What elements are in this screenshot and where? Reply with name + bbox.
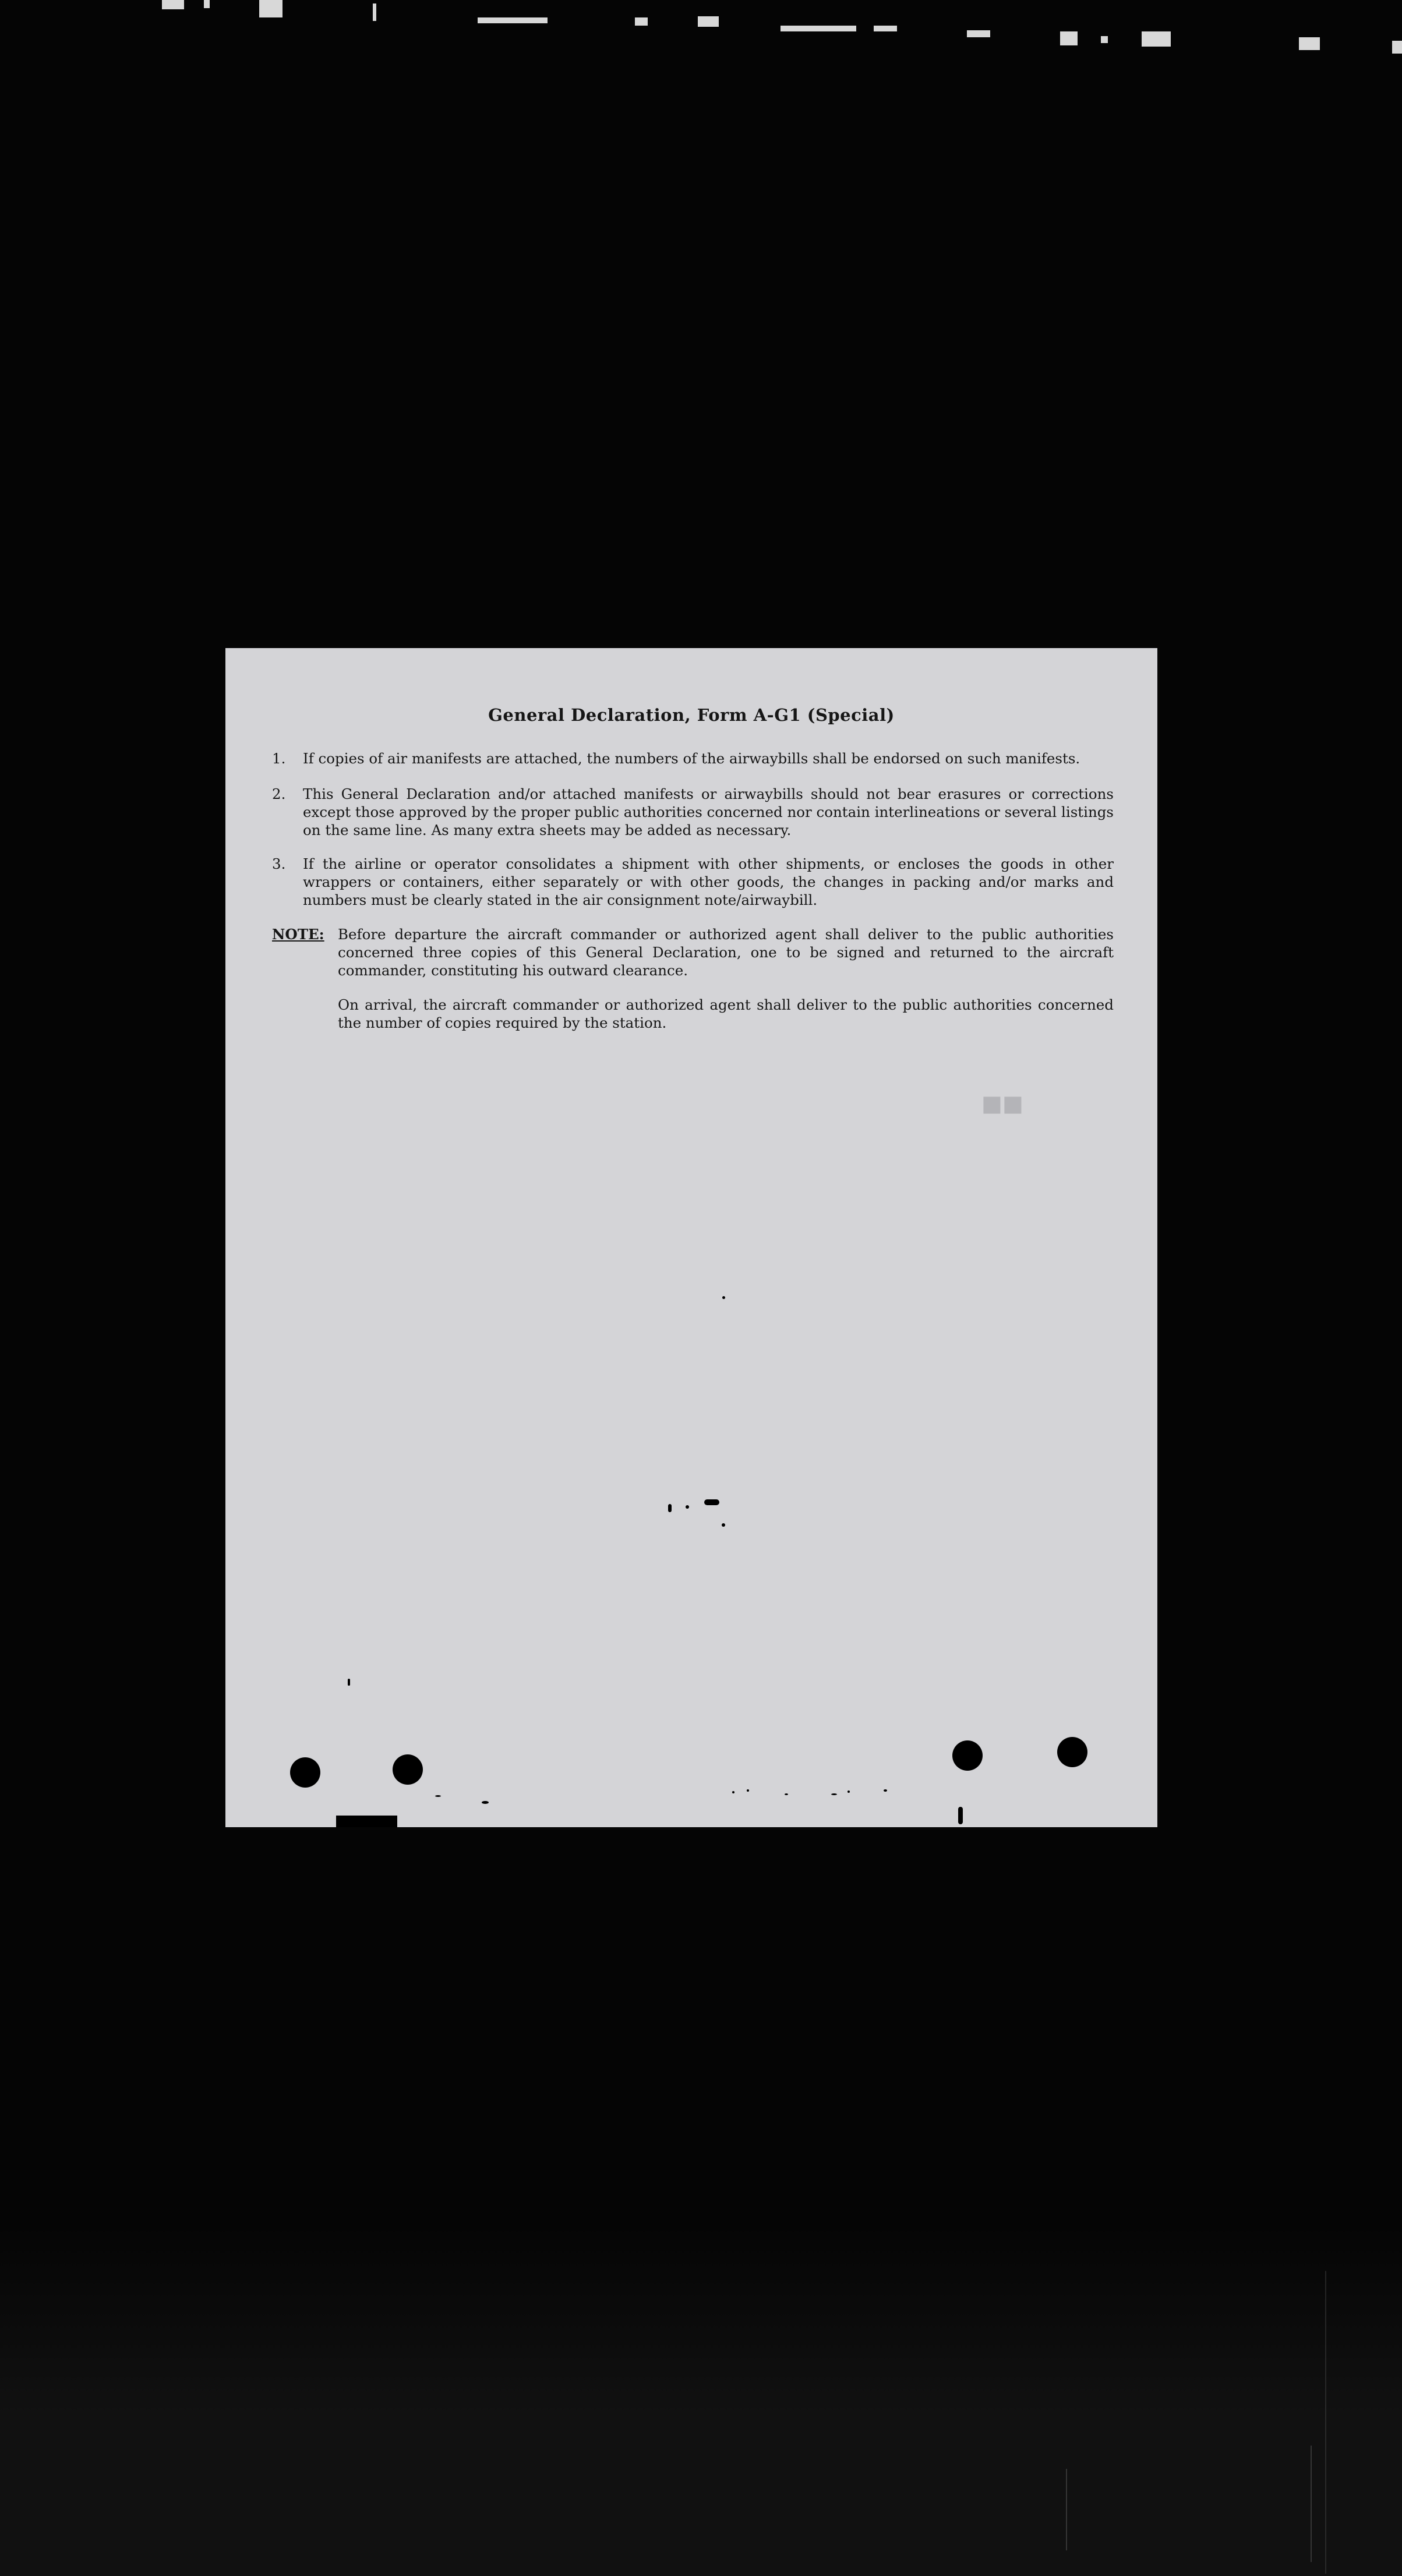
film-edge-mark: [967, 30, 990, 37]
ink-speck: [704, 1499, 719, 1505]
instruction-item-1: [272, 749, 1114, 767]
film-edge-mark: [204, 0, 210, 8]
item-number: 3.: [272, 855, 286, 872]
film-edge-mark: [1392, 41, 1402, 54]
film-edge-mark: [1142, 31, 1171, 47]
scan-streak: [1311, 2446, 1312, 2562]
film-edge-mark: [259, 0, 282, 17]
item-number: 2.: [272, 785, 286, 802]
ink-speck: [686, 1505, 689, 1509]
ink-speck: [435, 1795, 441, 1797]
ink-speck: [668, 1504, 672, 1512]
item-text: If copies of air manifests are attached, the numbers of the airwaybills shall be endorsed on such manifests.: [303, 750, 1080, 767]
film-edge-mark: [478, 17, 548, 23]
instruction-item-3: [272, 855, 1114, 909]
ink-speck: [348, 1679, 350, 1686]
film-edge-mark: [373, 3, 376, 21]
punch-hole: [952, 1740, 983, 1771]
item-number: 1.: [272, 750, 286, 767]
note-paragraph-2: On arrival, the aircraft commander or authorized agent shall deliver to the public authorities concerned the number of copies required by the station.: [338, 996, 1114, 1031]
film-edge-mark: [162, 0, 184, 9]
ink-speck: [722, 1296, 725, 1299]
note-block: [272, 925, 1114, 979]
film-edge-mark: [874, 26, 897, 31]
scan-gradient: [0, 2227, 1402, 2576]
film-edge-mark: [1101, 36, 1108, 43]
document-sheet: [225, 648, 1157, 1827]
item-text: This General Declaration and/or attached manifests or airwaybills should not bear erasures or corrections except those approved by the proper public authorities concerned nor contain interlineations or several listings on the same line. As many extra sheets may be added as necessary.: [303, 785, 1114, 838]
film-edge-mark: [698, 16, 719, 27]
film-edge-mark: [781, 26, 856, 31]
ink-speck: [831, 1793, 837, 1795]
item-text: If the airline or operator consolidates a shipment with other shipments, or encloses the goods in other wrappers or containers, either separately or with other goods, the changes in packing and/or marks and numbers must be clearly stated in the air consignment note/airwaybill.: [303, 855, 1114, 908]
ink-speck: [722, 1523, 725, 1527]
scan-streak: [1066, 2469, 1067, 2550]
note-label: NOTE:: [272, 926, 324, 943]
ink-speck: [958, 1807, 963, 1824]
ink-speck: [785, 1793, 788, 1795]
instruction-item-2: [272, 785, 1114, 839]
document-title: General Declaration, Form A-G1 (Special): [488, 705, 895, 725]
punch-hole: [393, 1754, 423, 1785]
ink-speck: [847, 1791, 850, 1793]
scan-streak: [1325, 2271, 1326, 2574]
film-edge-mark: [1060, 31, 1078, 45]
film-edge-mark: [1299, 37, 1320, 50]
binding-notch: [336, 1816, 397, 1827]
note-paragraph-1: Before departure the aircraft commander or authorized agent shall deliver to the public authorities concerned three copies of this General Declaration, one to be signed and returned to the aircraft commander, constituting his outward clearance.: [338, 926, 1114, 979]
ink-speck: [482, 1801, 489, 1804]
punch-hole: [290, 1757, 320, 1788]
ink-speck: [732, 1791, 734, 1793]
film-edge-mark: [635, 17, 648, 26]
ink-speck: [884, 1789, 887, 1792]
ink-speck: [747, 1789, 749, 1792]
bleed-through-mark: ■■: [981, 1091, 1023, 1116]
punch-hole: [1057, 1737, 1087, 1767]
